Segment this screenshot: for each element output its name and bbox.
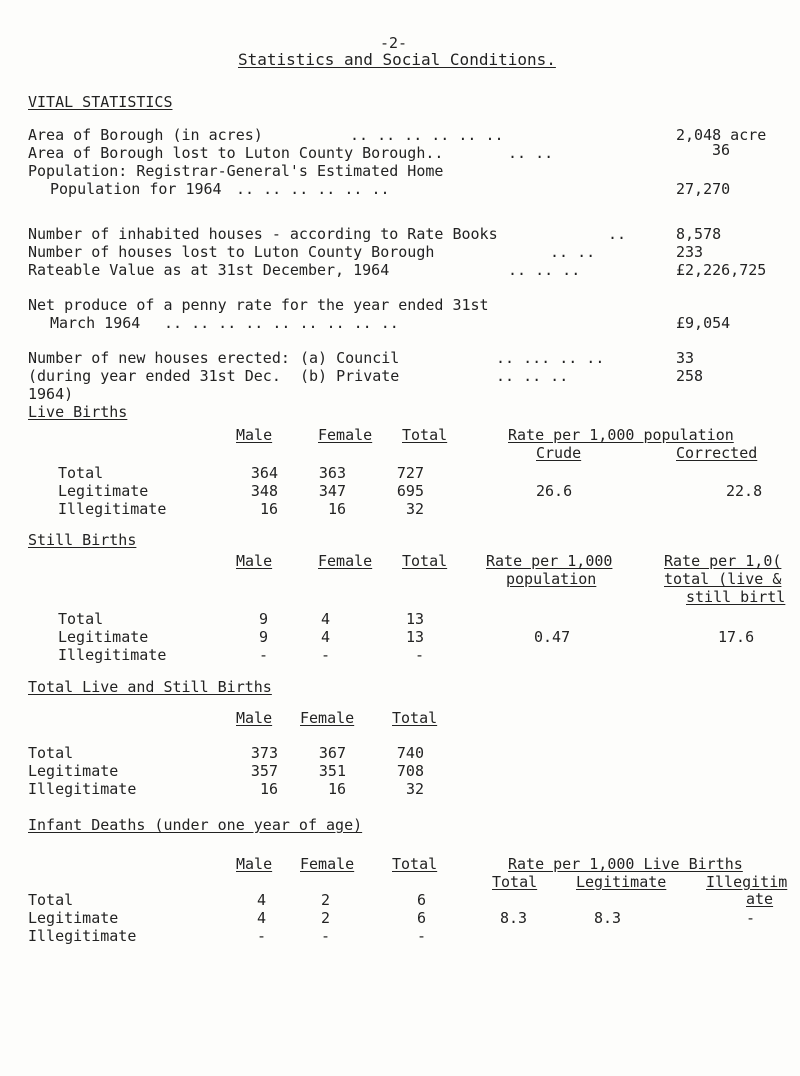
- new-houses-label-2: (during year ended 31st Dec.: [28, 367, 281, 385]
- live-births-col-female: Female: [318, 426, 373, 444]
- infant-deaths-row-illegitimate-male: -: [256, 927, 266, 945]
- live-births-col-total: Total: [402, 426, 448, 444]
- live-births-row-illegitimate-label: Illegitimate: [58, 500, 167, 518]
- infant-deaths-rate-illegitimate-value: -: [746, 909, 756, 927]
- still-births-row-total-male: 9: [258, 610, 268, 628]
- still-births-rate-pop-value: 0.47: [534, 628, 571, 646]
- total-births-row-illegitimate-male: 16: [259, 780, 278, 798]
- live-births-row-total-total: 727: [396, 464, 424, 482]
- live-births-row-illegitimate-male: 16: [259, 500, 278, 518]
- live-births-row-legitimate-male: 348: [250, 482, 278, 500]
- page-number: -2-: [380, 34, 408, 52]
- penny-rate-label-2: March 1964: [50, 314, 141, 332]
- total-births-row-illegitimate-total: 32: [405, 780, 424, 798]
- area-label: Area of Borough (in acres): [28, 126, 263, 144]
- total-births-col-male: Male: [236, 709, 273, 727]
- still-births-row-total-label: Total: [58, 610, 104, 628]
- new-houses-council-label: (a) Council: [300, 349, 400, 367]
- live-births-crude-value: 26.6: [536, 482, 573, 500]
- total-births-row-legitimate-male: 357: [250, 762, 278, 780]
- live-births-row-total-male: 364: [250, 464, 278, 482]
- infant-deaths-row-illegitimate-female: -: [320, 927, 330, 945]
- total-births-row-total-female: 367: [318, 744, 346, 762]
- total-births-heading: Total Live and Still Births: [28, 678, 272, 696]
- total-births-col-female: Female: [300, 709, 355, 727]
- still-births-row-legitimate-female: 4: [320, 628, 330, 646]
- still-births-row-illegitimate-female: -: [320, 646, 330, 664]
- new-houses-private-dots: .. .. ..: [496, 367, 569, 385]
- live-births-col-male: Male: [236, 426, 273, 444]
- still-births-row-legitimate-male: 9: [258, 628, 268, 646]
- new-houses-council-value: 33: [676, 349, 695, 367]
- total-births-row-total-total: 740: [396, 744, 424, 762]
- live-births-row-legitimate-label: Legitimate: [58, 482, 149, 500]
- rateable-value-dots: .. .. ..: [508, 261, 581, 279]
- still-births-row-legitimate-label: Legitimate: [58, 628, 149, 646]
- live-births-row-illegitimate-total: 32: [405, 500, 424, 518]
- live-births-row-legitimate-total: 695: [396, 482, 424, 500]
- still-births-row-illegitimate-total: -: [414, 646, 424, 664]
- still-births-col-total: Total: [402, 552, 448, 570]
- total-births-row-total-male: 373: [250, 744, 278, 762]
- penny-rate-dots: .. .. .. .. .. .. .. .. ..: [164, 314, 399, 332]
- infant-deaths-row-total-label: Total: [28, 891, 74, 909]
- total-births-col-total: Total: [392, 709, 438, 727]
- live-births-row-legitimate-female: 347: [318, 482, 346, 500]
- infant-deaths-col-total: Total: [392, 855, 438, 873]
- live-births-row-total-label: Total: [58, 464, 104, 482]
- still-births-rate-total-2: total (live &: [664, 570, 782, 588]
- infant-deaths-rate-heading: Rate per 1,000 Live Births: [508, 855, 743, 873]
- infant-deaths-row-total-female: 2: [320, 891, 330, 909]
- infant-deaths-rate-total: Total: [492, 873, 538, 891]
- infant-deaths-col-female: Female: [300, 855, 355, 873]
- vital-statistics-heading: VITAL STATISTICS: [28, 93, 173, 111]
- still-births-row-total-total: 13: [405, 610, 424, 628]
- still-births-row-legitimate-total: 13: [405, 628, 424, 646]
- new-houses-label-3: 1964): [28, 385, 74, 403]
- live-births-heading: Live Births: [28, 403, 128, 421]
- houses-lost-label: Number of houses lost to Luton County Borough: [28, 243, 435, 261]
- infant-deaths-row-legitimate-male: 4: [256, 909, 266, 927]
- area-lost-dots: .. ..: [508, 144, 554, 162]
- infant-deaths-rate-legitimate: Legitimate: [576, 873, 667, 891]
- still-births-rate-total-value: 17.6: [718, 628, 755, 646]
- infant-deaths-rate-illegitimate-2: ate: [746, 890, 774, 908]
- live-births-rate-corrected: Corrected: [676, 444, 758, 462]
- total-births-row-illegitimate-female: 16: [327, 780, 346, 798]
- infant-deaths-col-male: Male: [236, 855, 273, 873]
- still-births-rate-total-1: Rate per 1,0(: [664, 552, 782, 570]
- infant-deaths-row-illegitimate-label: Illegitimate: [28, 927, 137, 945]
- area-lost-value: 36: [712, 141, 731, 159]
- infant-deaths-rate-total-value: 8.3: [500, 909, 528, 927]
- still-births-row-total-female: 4: [320, 610, 330, 628]
- infant-deaths-row-legitimate-label: Legitimate: [28, 909, 119, 927]
- live-births-rate-crude: Crude: [536, 444, 582, 462]
- population-value: 27,270: [676, 180, 731, 198]
- rateable-value: £2,226,725: [676, 261, 767, 279]
- infant-deaths-rate-illegitimate-1: Illegitim: [706, 873, 788, 891]
- infant-deaths-row-illegitimate-total: -: [416, 927, 426, 945]
- inhabited-houses-value: 8,578: [676, 225, 722, 243]
- still-births-rate-pop-1: Rate per 1,000: [486, 552, 613, 570]
- still-births-rate-pop-2: population: [506, 570, 597, 588]
- infant-deaths-rate-legitimate-value: 8.3: [594, 909, 622, 927]
- population-dots: .. .. .. .. .. ..: [236, 180, 390, 198]
- total-births-row-illegitimate-label: Illegitimate: [28, 780, 137, 798]
- infant-deaths-row-total-total: 6: [416, 891, 426, 909]
- new-houses-private-label: (b) Private: [300, 367, 400, 385]
- live-births-rate-heading: Rate per 1,000 population: [508, 426, 734, 444]
- infant-deaths-row-legitimate-total: 6: [416, 909, 426, 927]
- still-births-col-male: Male: [236, 552, 273, 570]
- penny-rate-label-1: Net produce of a penny rate for the year ended 31st: [28, 296, 489, 314]
- still-births-row-illegitimate-male: -: [258, 646, 268, 664]
- live-births-row-illegitimate-female: 16: [327, 500, 346, 518]
- still-births-row-illegitimate-label: Illegitimate: [58, 646, 167, 664]
- total-births-row-total-label: Total: [28, 744, 74, 762]
- total-births-row-legitimate-female: 351: [318, 762, 346, 780]
- infant-deaths-row-legitimate-female: 2: [320, 909, 330, 927]
- live-births-corrected-value: 22.8: [726, 482, 763, 500]
- live-births-row-total-female: 363: [318, 464, 346, 482]
- houses-lost-dots: .. ..: [550, 243, 596, 261]
- new-houses-private-value: 258: [676, 367, 704, 385]
- area-lost-label: Area of Borough lost to Luton County Borough..: [28, 144, 444, 162]
- new-houses-council-dots: .. ... .. ..: [496, 349, 605, 367]
- infant-deaths-row-total-male: 4: [256, 891, 266, 909]
- still-births-rate-total-3: still birtl: [686, 588, 786, 606]
- rateable-value-label: Rateable Value as at 31st December, 1964: [28, 261, 390, 279]
- area-dots: .. .. .. .. .. ..: [350, 126, 504, 144]
- still-births-heading: Still Births: [28, 531, 137, 549]
- inhabited-houses-label: Number of inhabited houses - according to Rate Books: [28, 225, 498, 243]
- penny-rate-value: £9,054: [676, 314, 731, 332]
- area-value: 2,048 acre: [676, 126, 767, 144]
- houses-lost-value: 233: [676, 243, 704, 261]
- page-title: Statistics and Social Conditions.: [238, 50, 556, 69]
- total-births-row-legitimate-label: Legitimate: [28, 762, 119, 780]
- population-label-2: Population for 1964: [50, 180, 222, 198]
- new-houses-label-1: Number of new houses erected:: [28, 349, 290, 367]
- total-births-row-legitimate-total: 708: [396, 762, 424, 780]
- infant-deaths-heading: Infant Deaths (under one year of age): [28, 816, 363, 834]
- population-label-1: Population: Registrar-General's Estimated Home: [28, 162, 444, 180]
- still-births-col-female: Female: [318, 552, 373, 570]
- inhabited-houses-dots: ..: [608, 225, 627, 243]
